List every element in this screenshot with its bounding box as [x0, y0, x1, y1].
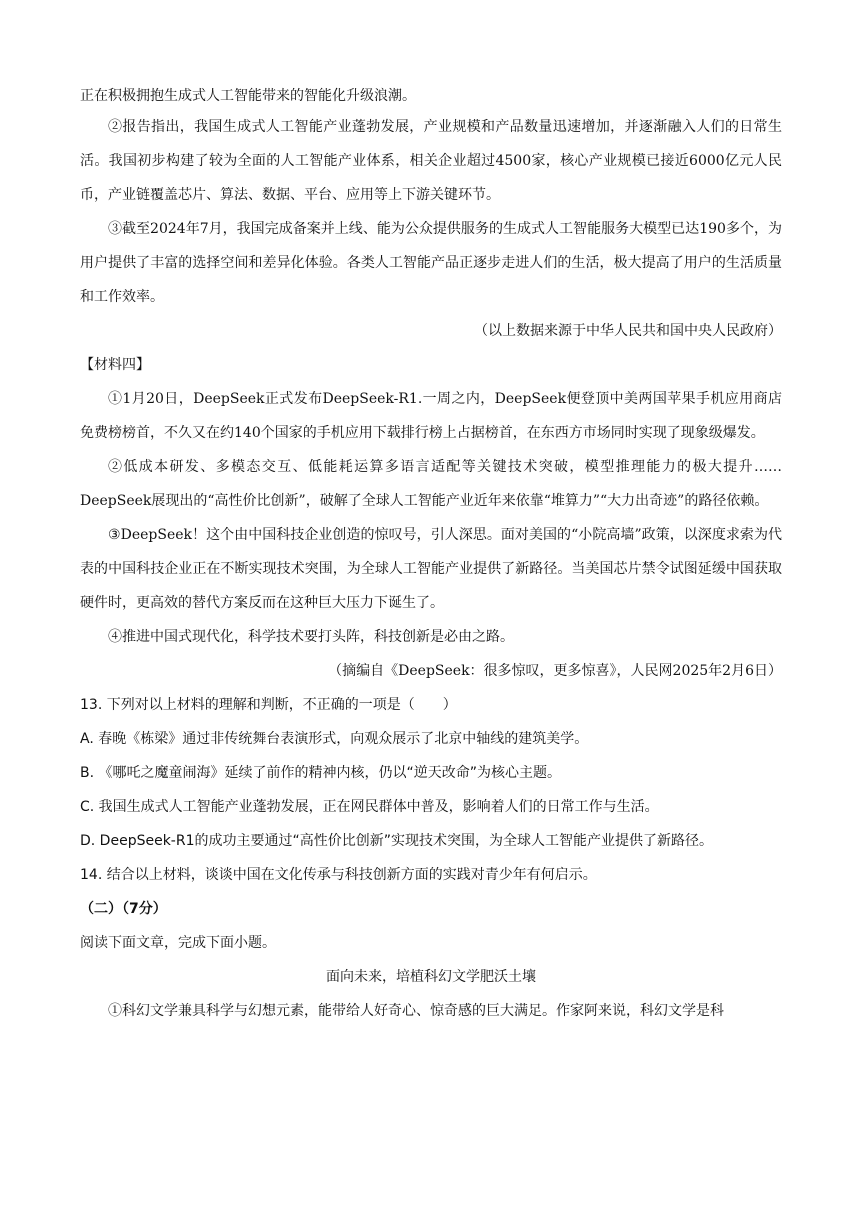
question-13: 13. 下列对以上材料的理解和判断，不正确的一项是（ ）: [80, 697, 457, 713]
question-14: 14. 结合以上材料，谈谈中国在文化传承与科技创新方面的实践对青少年有何启示。: [80, 867, 597, 883]
option-a: A. 春晚《栋梁》通过非传统舞台表演形式，向观众展示了北京中轴线的建筑美学。: [80, 731, 589, 747]
source-note-material3: （以上数据来源于中华人民共和国中央人民政府）: [474, 323, 782, 339]
article-title: 面向未来，培植科幻文学肥沃土壤: [326, 969, 536, 985]
paragraph-material4-1: ①1月20日，DeepSeek正式发布DeepSeek-R1.一周之内，DeepSeek便登顶中美两国苹果手机应用商店免费榜榜首，不久又在约140个国家的手机应用下载排行榜上占据榜首，在东西方市场同时实现了现象级爆发。: [80, 391, 782, 441]
source-note-material4: （摘编自《DeepSeek：很多惊叹，更多惊喜》，人民网2025年2月6日）: [328, 663, 782, 679]
document-page: [80, 82, 782, 1028]
reading-instruction: 阅读下面文章，完成下面小题。: [80, 935, 276, 951]
option-b: B. 《哪吒之魔童闹海》延续了前作的精神内核，仍以“逆天改命”为核心主题。: [80, 765, 562, 781]
paragraph-continuation: 正在积极拥抱生成式人工智能带来的智能化升级浪潮。: [80, 88, 416, 104]
option-c: C. 我国生成式人工智能产业蓬勃发展，正在网民群体中普及，影响着人们的日常工作与生活。: [80, 799, 659, 815]
section-2-heading: （二）（7分）: [80, 901, 167, 917]
option-d: D. DeepSeek-R1的成功主要通过“高性价比创新”实现技术突围，为全球人工智能产业提供了新路径。: [80, 833, 713, 849]
paragraph-material4-2: ②低成本研发、多模态交互、低能耗运算多语言适配等关键技术突破，模型推理能力的极大提升……DeepSeek展现出的“高性价比创新”，破解了全球人工智能产业近年来依靠“堆算力”“大力出奇迹”的路径依赖。: [80, 459, 782, 509]
paragraph-material3-3: ③截至2024年7月，我国完成备案并上线、能为公众提供服务的生成式人工智能服务大模型已达190多个，为用户提供了丰富的选择空间和差异化体验。各类人工智能产品正逐步走进人们的生活，极大提高了用户的生活质量和工作效率。: [80, 221, 782, 305]
material4-heading: 【材料四】: [80, 357, 150, 373]
paragraph-material4-4: ④推进中国式现代化，科学技术要打头阵，科技创新是必由之路。: [108, 629, 514, 645]
paragraph-material3-2: ②报告指出，我国生成式人工智能产业蓬勃发展，产业规模和产品数量迅速增加，并逐渐融入人们的日常生活。我国初步构建了较为全面的人工智能产业体系，相关企业超过4500家，核心产业规模已接近6000亿元人民币，产业链覆盖芯片、算法、数据、平台、应用等上下游关键环节。: [80, 119, 782, 203]
paragraph-material4-3: ③DeepSeek！这个由中国科技企业创造的惊叹号，引人深思。面对美国的“小院高墙”政策，以深度求索为代表的中国科技企业正在不断实现技术突围，为全球人工智能产业提供了新路径。当美国芯片禁令试图延缓中国获取硬件时，更高效的替代方案反而在这种巨大压力下诞生了。: [80, 527, 782, 611]
paragraph-article-1: ①科幻文学兼具科学与幻想元素，能带给人好奇心、惊奇感的巨大满足。作家阿来说，科幻文学是科: [108, 1003, 724, 1019]
